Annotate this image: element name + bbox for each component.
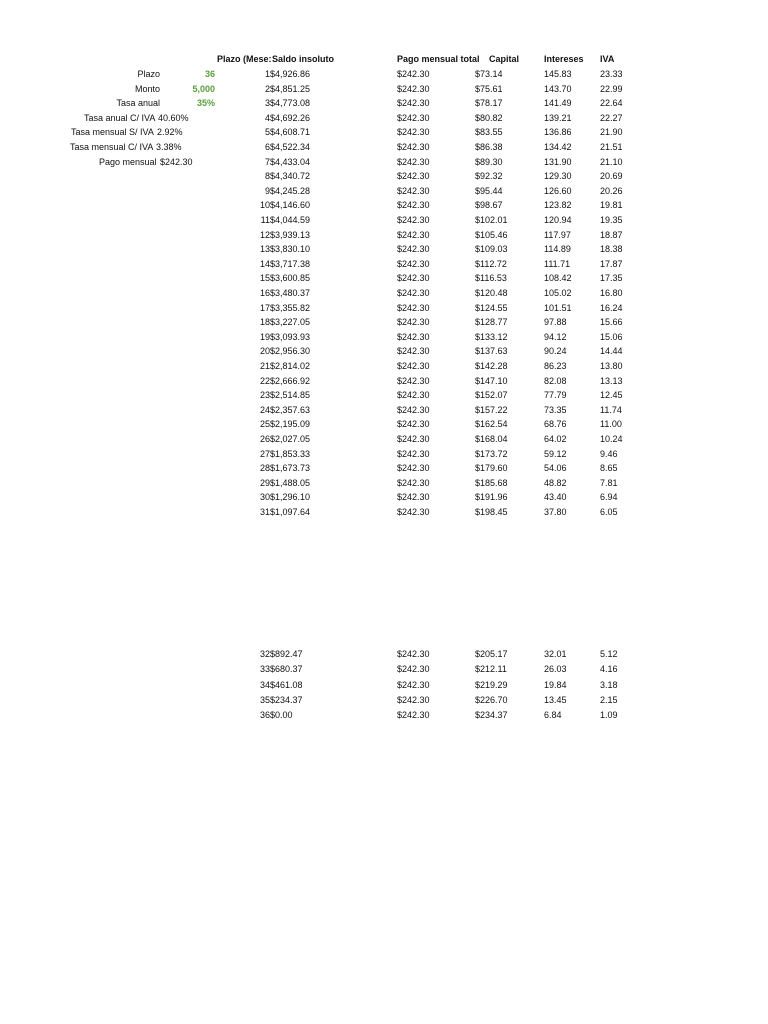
row-saldo: $1,296.10 <box>270 492 311 503</box>
row-iva: 21.10 <box>600 156 623 167</box>
row-pago: $242.30 <box>397 375 430 386</box>
row-iva: 17.35 <box>600 273 623 284</box>
row-number: 26 <box>259 434 270 444</box>
row-pago: $242.30 <box>397 346 430 357</box>
param-value: 2.92% <box>157 127 183 138</box>
row-capital: $147.10 <box>475 375 508 386</box>
row-capital: $205.17 <box>475 649 508 659</box>
row-saldo: $234.37 <box>270 694 303 705</box>
row-intereses: 131.90 <box>544 156 572 167</box>
row-iva: 6.05 <box>600 507 618 517</box>
row-saldo: $4,926.86 <box>270 69 311 79</box>
row-iva: 6.94 <box>600 492 618 503</box>
header-saldo: Saldo insoluto <box>272 54 334 64</box>
row-number: 30 <box>259 492 270 503</box>
row-intereses: 143.70 <box>544 83 572 94</box>
row-intereses: 141.49 <box>544 98 572 109</box>
row-intereses: 108.42 <box>544 273 572 284</box>
row-capital: $86.38 <box>475 142 503 152</box>
row-intereses: 105.02 <box>544 288 572 298</box>
row-capital: $75.61 <box>475 83 503 94</box>
row-saldo: $0.00 <box>270 710 293 721</box>
row-pago: $242.30 <box>397 404 430 415</box>
row-intereses: 117.97 <box>544 229 571 240</box>
row-iva: 18.87 <box>600 229 623 240</box>
row-pago: $242.30 <box>397 649 430 659</box>
row-pago: $242.30 <box>397 171 430 182</box>
row-saldo: $2,956.30 <box>270 346 311 357</box>
param-value: 35% <box>196 98 215 109</box>
row-number: 4 <box>264 112 270 123</box>
row-capital: $173.72 <box>475 448 508 459</box>
param-label: Monto <box>134 83 160 94</box>
row-iva: 2.15 <box>600 694 618 705</box>
row-intereses: 114.89 <box>544 244 571 255</box>
row-iva: 20.69 <box>600 171 623 182</box>
row-capital: $226.70 <box>475 694 508 705</box>
param-label: Tasa anual <box>116 98 160 109</box>
row-pago: $242.30 <box>397 229 430 240</box>
row-number: 18 <box>259 317 270 328</box>
row-saldo: $4,433.04 <box>270 156 311 167</box>
row-number: 20 <box>259 346 270 357</box>
row-capital: $78.17 <box>475 98 503 109</box>
row-iva: 5.12 <box>600 649 618 659</box>
param-value: $242.30 <box>160 156 193 167</box>
row-intereses: 123.82 <box>544 200 572 211</box>
row-number: 32 <box>259 649 270 659</box>
row-capital: $191.96 <box>475 492 508 503</box>
row-pago: $242.30 <box>397 710 430 721</box>
header-capital: Capital <box>489 54 520 64</box>
param-label: Tasa anual C/ IVA <box>84 112 156 123</box>
row-pago: $242.30 <box>397 463 430 474</box>
row-capital: $137.63 <box>475 346 508 357</box>
row-number: 16 <box>259 288 270 298</box>
row-iva: 1.09 <box>600 710 618 721</box>
row-capital: $109.03 <box>475 244 508 255</box>
row-pago: $242.30 <box>397 98 430 109</box>
row-intereses: 37.80 <box>544 507 567 517</box>
row-pago: $242.30 <box>397 244 430 255</box>
row-iva: 20.26 <box>600 185 623 196</box>
row-iva: 12.45 <box>600 390 623 401</box>
row-number: 8 <box>264 171 270 182</box>
row-saldo: $4,851.25 <box>270 83 311 94</box>
row-pago: $242.30 <box>397 361 430 371</box>
row-iva: 19.81 <box>600 200 623 211</box>
row-saldo: $1,673.73 <box>270 463 311 474</box>
row-iva: 19.35 <box>600 215 623 225</box>
row-capital: $80.82 <box>475 112 503 123</box>
row-iva: 14.44 <box>600 346 623 357</box>
param-value: 36 <box>204 69 215 79</box>
row-saldo: $3,480.37 <box>270 288 311 298</box>
header-iva: IVA <box>600 54 615 64</box>
row-saldo: $2,027.05 <box>270 434 311 444</box>
row-saldo: $2,666.92 <box>270 375 311 386</box>
row-pago: $242.30 <box>397 390 430 401</box>
row-intereses: 101.51 <box>544 302 572 313</box>
row-intereses: 126.60 <box>544 185 572 196</box>
row-number: 12 <box>259 229 270 240</box>
row-iva: 13.13 <box>600 375 623 386</box>
row-capital: $98.67 <box>475 200 503 211</box>
row-iva: 21.90 <box>600 127 623 138</box>
row-number: 29 <box>259 477 270 488</box>
row-saldo: $2,357.63 <box>270 404 311 415</box>
row-capital: $179.60 <box>475 463 508 474</box>
row-number: 35 <box>259 694 270 705</box>
row-pago: $242.30 <box>397 694 430 705</box>
row-iva: 21.51 <box>600 142 623 152</box>
row-pago: $242.30 <box>397 448 430 459</box>
row-intereses: 86.23 <box>544 361 567 371</box>
row-number: 22 <box>259 375 270 386</box>
row-iva: 15.66 <box>600 317 623 328</box>
row-pago: $242.30 <box>397 288 430 298</box>
row-pago: $242.30 <box>397 156 430 167</box>
param-label: Plazo <box>137 69 160 79</box>
row-pago: $242.30 <box>397 258 430 269</box>
row-saldo: $3,717.38 <box>270 258 311 269</box>
row-intereses: 26.03 <box>544 664 567 675</box>
row-iva: 16.80 <box>600 288 623 298</box>
row-pago: $242.30 <box>397 302 430 313</box>
row-intereses: 73.35 <box>544 404 567 415</box>
row-intereses: 111.71 <box>544 258 571 269</box>
row-iva: 10.24 <box>600 434 623 444</box>
row-capital: $185.68 <box>475 477 508 488</box>
row-number: 27 <box>259 448 270 459</box>
row-saldo: $3,830.10 <box>270 244 311 255</box>
row-saldo: $4,340.72 <box>270 171 311 182</box>
row-number: 17 <box>259 302 270 313</box>
row-saldo: $3,355.82 <box>270 302 311 313</box>
row-pago: $242.30 <box>397 215 430 225</box>
row-number: 15 <box>259 273 270 284</box>
row-capital: $142.28 <box>475 361 508 371</box>
row-capital: $102.01 <box>475 215 508 225</box>
row-intereses: 145.83 <box>544 69 572 79</box>
row-iva: 18.38 <box>600 244 623 255</box>
row-number: 6 <box>264 142 270 152</box>
row-number: 28 <box>259 463 270 474</box>
row-capital: $157.22 <box>475 404 508 415</box>
row-number: 1 <box>264 69 270 79</box>
row-capital: $116.53 <box>475 273 507 284</box>
row-pago: $242.30 <box>397 142 430 152</box>
row-saldo: $892.47 <box>270 649 303 659</box>
row-number: 21 <box>259 361 270 371</box>
row-iva: 8.65 <box>600 463 618 474</box>
row-capital: $105.46 <box>475 229 508 240</box>
row-number: 19 <box>259 331 270 342</box>
row-capital: $212.11 <box>475 664 507 675</box>
row-pago: $242.30 <box>397 434 430 444</box>
row-intereses: 54.06 <box>544 463 567 474</box>
row-saldo: $4,692.26 <box>270 112 311 123</box>
row-number: 31 <box>259 507 270 517</box>
row-iva: 16.24 <box>600 302 623 313</box>
row-intereses: 77.79 <box>544 390 567 401</box>
row-capital: $152.07 <box>475 390 508 401</box>
row-iva: 13.80 <box>600 361 623 371</box>
row-iva: 22.27 <box>600 112 623 123</box>
row-intereses: 32.01 <box>544 649 567 659</box>
row-number: 7 <box>264 156 270 167</box>
header-pago: Pago mensual total <box>397 54 480 64</box>
row-number: 11 <box>260 215 270 225</box>
row-saldo: $461.08 <box>270 679 303 690</box>
row-number: 25 <box>259 419 270 430</box>
row-iva: 3.18 <box>600 679 618 690</box>
row-intereses: 82.08 <box>544 375 567 386</box>
row-saldo: $3,600.85 <box>270 273 311 284</box>
row-intereses: 139.21 <box>544 112 572 123</box>
header-plazo: Plazo (Mese: <box>217 54 272 64</box>
row-capital: $73.14 <box>475 69 503 79</box>
row-saldo: $2,514.85 <box>270 390 311 401</box>
row-intereses: 97.88 <box>544 317 567 328</box>
row-saldo: $4,146.60 <box>270 200 311 211</box>
row-saldo: $3,227.05 <box>270 317 311 328</box>
row-intereses: 6.84 <box>544 710 562 721</box>
row-capital: $92.32 <box>475 171 503 182</box>
row-saldo: $2,195.09 <box>270 419 311 430</box>
row-intereses: 64.02 <box>544 434 567 444</box>
row-capital: $124.55 <box>475 302 508 313</box>
row-iva: 15.06 <box>600 331 623 342</box>
row-iva: 11.74 <box>600 404 622 415</box>
row-intereses: 129.30 <box>544 171 572 182</box>
row-number: 10 <box>259 200 270 211</box>
row-capital: $219.29 <box>475 679 508 690</box>
row-pago: $242.30 <box>397 127 430 138</box>
row-number: 13 <box>259 244 270 255</box>
row-intereses: 68.76 <box>544 419 567 430</box>
row-intereses: 90.24 <box>544 346 567 357</box>
row-saldo: $3,939.13 <box>270 229 311 240</box>
row-number: 24 <box>259 404 270 415</box>
row-capital: $95.44 <box>475 185 503 196</box>
header-intereses: Intereses <box>544 54 584 64</box>
row-saldo: $1,853.33 <box>270 448 311 459</box>
row-capital: $83.55 <box>475 127 503 138</box>
row-pago: $242.30 <box>397 419 430 430</box>
row-number: 5 <box>264 127 270 138</box>
row-number: 14 <box>259 258 270 269</box>
row-pago: $242.30 <box>397 679 430 690</box>
row-intereses: 48.82 <box>544 477 567 488</box>
row-pago: $242.30 <box>397 273 430 284</box>
param-label: Tasa mensual S/ IVA <box>71 127 154 138</box>
row-capital: $162.54 <box>475 419 508 430</box>
row-capital: $89.30 <box>475 156 503 167</box>
row-intereses: 136.86 <box>544 127 572 138</box>
row-pago: $242.30 <box>397 83 430 94</box>
row-pago: $242.30 <box>397 69 430 79</box>
row-capital: $133.12 <box>475 331 508 342</box>
row-capital: $120.48 <box>475 288 508 298</box>
row-number: 23 <box>259 390 270 401</box>
row-capital: $198.45 <box>475 507 508 517</box>
param-value: 5,000 <box>192 83 215 94</box>
row-saldo: $4,773.08 <box>270 98 311 109</box>
row-intereses: 59.12 <box>544 448 567 459</box>
row-number: 9 <box>264 185 270 196</box>
row-capital: $234.37 <box>475 710 508 721</box>
row-intereses: 13.45 <box>544 694 567 705</box>
row-capital: $128.77 <box>475 317 508 328</box>
row-capital: $168.04 <box>475 434 508 444</box>
row-number: 2 <box>264 83 270 94</box>
row-intereses: 19.84 <box>544 679 567 690</box>
row-saldo: $4,608.71 <box>270 127 311 138</box>
row-pago: $242.30 <box>397 507 430 517</box>
row-saldo: $1,488.05 <box>270 477 311 488</box>
row-iva: 11.00 <box>600 419 622 430</box>
row-intereses: 94.12 <box>544 331 567 342</box>
param-value: 3.38% <box>156 142 182 152</box>
row-intereses: 134.42 <box>544 142 572 152</box>
param-label: Tasa mensual C/ IVA <box>70 142 154 152</box>
row-saldo: $4,522.34 <box>270 142 311 152</box>
row-pago: $242.30 <box>397 112 430 123</box>
param-label: Pago mensual <box>99 156 157 167</box>
row-pago: $242.30 <box>397 477 430 488</box>
row-pago: $242.30 <box>397 331 430 342</box>
row-saldo: $4,245.28 <box>270 185 311 196</box>
row-iva: 4.16 <box>600 664 618 675</box>
row-pago: $242.30 <box>397 200 430 211</box>
row-saldo: $680.37 <box>270 664 303 675</box>
row-pago: $242.30 <box>397 317 430 328</box>
row-saldo: $1,097.64 <box>270 507 311 517</box>
row-iva: 22.99 <box>600 83 623 94</box>
param-value: 40.60% <box>158 112 189 123</box>
row-pago: $242.30 <box>397 664 430 675</box>
row-intereses: 120.94 <box>544 215 572 225</box>
row-iva: 17.87 <box>600 258 623 269</box>
row-number: 3 <box>264 98 270 109</box>
row-number: 36 <box>259 710 270 721</box>
row-iva: 22.64 <box>600 98 623 109</box>
row-pago: $242.30 <box>397 492 430 503</box>
row-saldo: $3,093.93 <box>270 331 311 342</box>
row-saldo: $2,814.02 <box>270 361 311 371</box>
row-iva: 9.46 <box>600 448 618 459</box>
row-saldo: $4,044.59 <box>270 215 311 225</box>
row-iva: 23.33 <box>600 69 623 79</box>
row-capital: $112.72 <box>475 258 507 269</box>
row-pago: $242.30 <box>397 185 430 196</box>
row-iva: 7.81 <box>600 477 618 488</box>
row-intereses: 43.40 <box>544 492 567 503</box>
row-number: 34 <box>259 679 270 690</box>
row-number: 33 <box>259 664 270 675</box>
